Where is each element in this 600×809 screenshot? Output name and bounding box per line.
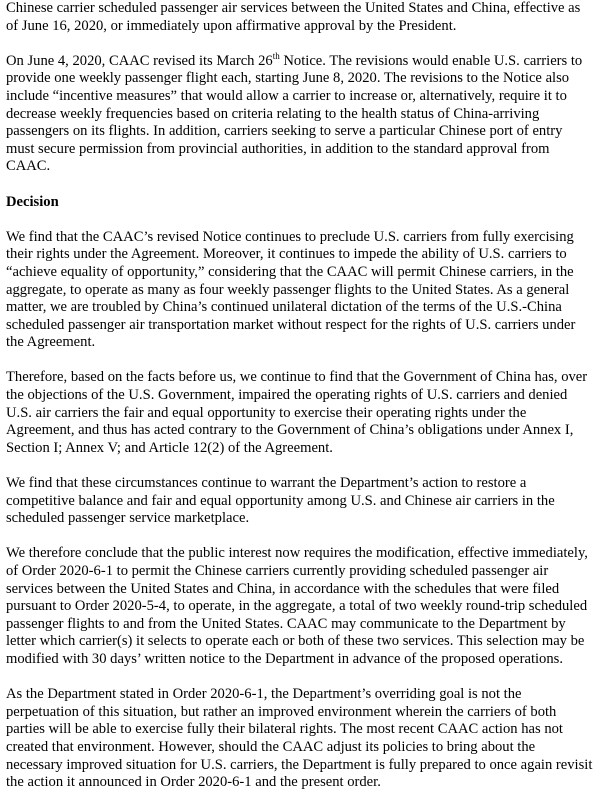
paragraph-intro: Chinese carrier scheduled passenger air services between the United States and China, effective as of June 16, 2020, or immediately upon affirmative approval by the President. (6, 0, 581, 34)
paragraph-decision-2: Therefore, based on the facts before us, we continue to find that the Government of China has, over the objections of the U.S. Government, impaired the operating rights of U.S. carriers and denied U.S. air carriers the fair and equal opportunity to exercise their operating rights under the Agreement, and thus has acted contrary to the Government of China’s obligations under Annex I, Section I; Annex V; and Article 12(2) of the Agreement. (6, 369, 588, 456)
paragraph-decision-3: We find that these circumstances continue to warrant the Department’s action to restore a competitive balance and fair and equal opportunity among U.S. and Chinese air carriers in the scheduled passenger service marketplace. (6, 475, 555, 527)
paragraph-caac-revision-start: On June 4, 2020, CAAC revised its March 26 (6, 52, 273, 69)
paragraph-decision-5: As the Department stated in Order 2020-6-1, the Department’s overriding goal is not the perpetuation of this situation, but rather an improved environment wherein the carriers of both parties will be able to exercise fully their bilateral rights. The most recent CAAC action has not created that environment. However, should the CAAC adjust its policies to bring about the necessary improved situation for U.S. carriers, the Department is fully prepared to once again revisit the action it announced in Order 2020-6-1 and the present order. (6, 686, 593, 791)
document-page (6, 0, 594, 809)
paragraph-decision-1: We find that the CAAC’s revised Notice continues to preclude U.S. carriers from fully exercising their rights under the Agreement. Moreover, it continues to impede the ability of U.S. carriers to “achieve equality of opportunity,” considering that the CAAC will permit Chinese carriers, in the aggregate, to operate as many as four weekly passenger flights to the United States. As a general matter, we are troubled by China’s continued unilateral dictation of the terms of the U.S.-China scheduled passenger air transportation market without respect for the rights of U.S. carriers under the Agreement. (6, 228, 576, 351)
paragraph-decision-4: We therefore conclude that the public interest now requires the modification, effective immediately, of Order 2020-6-1 to permit the Chinese carriers currently providing scheduled passenger air services between the United States and China, in accordance with the schedules that were filed pursuant to Order 2020-5-4, to operate, in the aggregate, a total of two weekly round-trip scheduled passenger flights to and from the United States. CAAC may communicate to the Department by letter which carrier(s) it selects to operate each or both of these two services. This selection may be modified with 30 days’ written notice to the Department in advance of the proposed operations. (6, 545, 588, 667)
section-heading-decision: Decision (6, 193, 59, 210)
ordinal-superscript: th (272, 50, 280, 61)
paragraph-caac-revision (6, 50, 594, 176)
paragraph-caac-revision-rest: Notice. The revisions would enable U.S. carriers to provide one weekly passenger flight each, starting June 8, 2020. The revisions to the Notice also include “incentive measures” that would allow a carrier to increase or, alternatively, require it to decrease weekly frequencies based on criteria relating to the health status of China-arriving passengers on its flights. In addition, carriers seeking to serve a particular Chinese port of entry must secure permission from provincial authorities, in addition to the standard approval from CAAC. (6, 52, 583, 175)
